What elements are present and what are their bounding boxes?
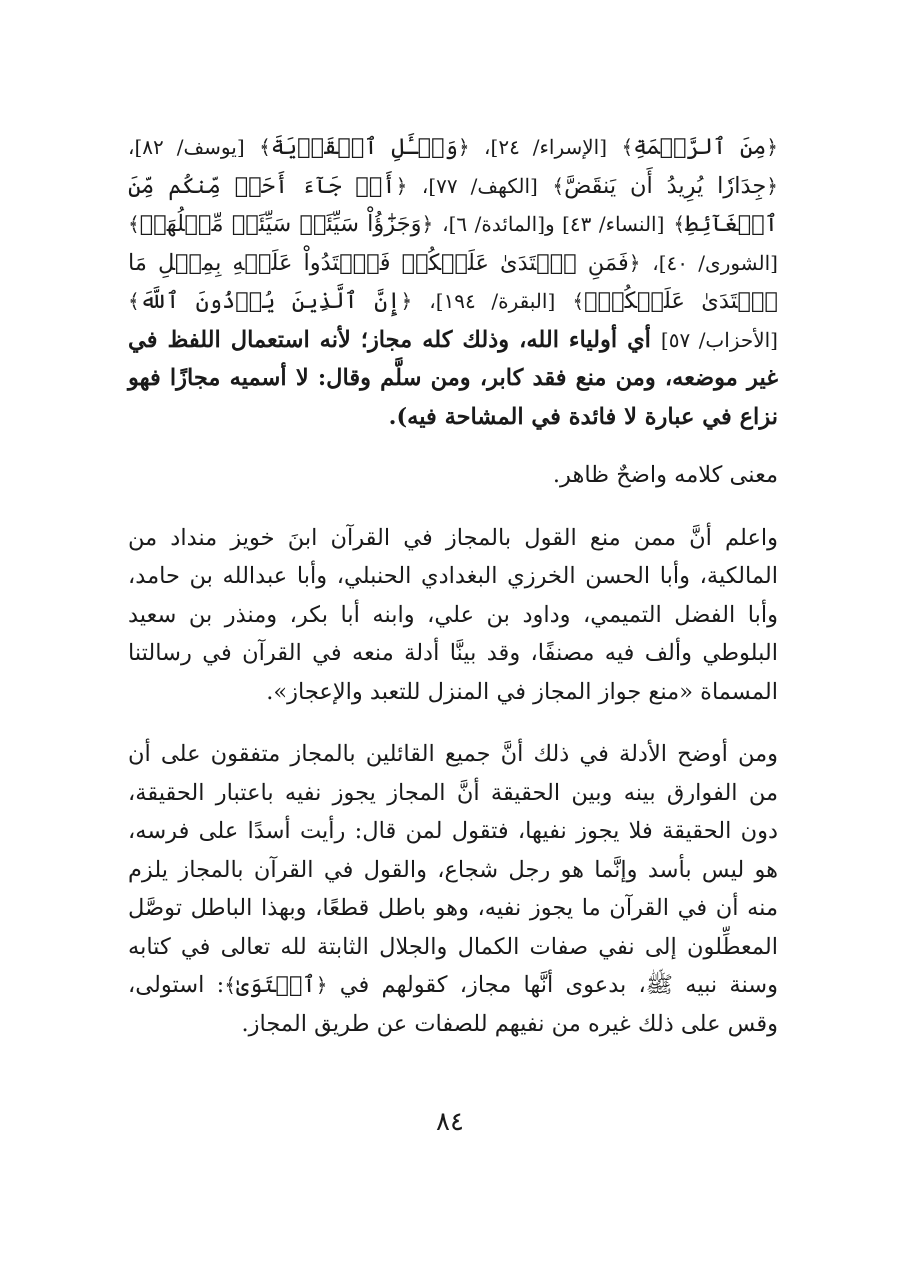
separator-comma: ، bbox=[421, 173, 429, 198]
quran-open-bracket: ﴿ bbox=[421, 212, 434, 236]
separator-comma: ، bbox=[484, 135, 491, 159]
quote-block bbox=[128, 128, 778, 436]
separator-comma: ، bbox=[652, 250, 659, 275]
separator-comma: ، bbox=[442, 212, 449, 236]
page-body bbox=[128, 128, 778, 1043]
quran-open-bracket: ﴿ bbox=[400, 289, 413, 313]
quran-verse: فَمَنِ ٱعۡتَدَىٰ عَلَيۡكُمۡ فَٱعۡتَدُواْ عَلَيۡهِ بِمِثۡلِ مَا ٱعۡتَدَىٰ عَلَيۡكُمۡۚ bbox=[128, 249, 778, 314]
quran-close-bracket: ﴾ bbox=[621, 135, 634, 159]
paragraph-evidence bbox=[128, 735, 778, 1043]
quran-open-bracket: ﴿ bbox=[628, 250, 641, 275]
paragraph-commentary: معنى كلامه واضحٌ ظاهر. bbox=[552, 462, 778, 488]
quran-verse: جِدَارٗا يُرِيدُ أَن يَنقَضَّ bbox=[564, 172, 767, 199]
verse-reference: [النساء/ ٤٣] و[المائدة/ ٦] bbox=[448, 212, 665, 236]
quote-conclusion-text: أي أولياء الله، وذلك كله مجاز؛ لأنه استعمال اللفظ في غير موضعه، ومن منع فقد كابر، ومن سلَّم وقال: لا أسميه مجازًا فهو نزاع في عبارة لا فائدة في المشاحة فيه). bbox=[128, 326, 778, 430]
quran-close-bracket: ﴾ bbox=[128, 289, 140, 313]
verse-reference: [الكهف/ ٧٧] bbox=[428, 173, 538, 198]
paragraph-evidence-text-after: : استولى، وقس على ذلك غيره من نفيهم للصفات عن طريق المجاز. bbox=[128, 972, 778, 1037]
verse-reference: [يوسف/ ٨٢] bbox=[134, 135, 245, 159]
separator-comma: ، bbox=[128, 135, 135, 159]
quran-close-bracket: ﴾ bbox=[259, 135, 271, 159]
quran-verse-istawa: ٱسۡتَوَىٰ bbox=[235, 972, 316, 998]
quran-verse: وَسۡـَٔلِ ٱلۡقَرۡيَةَ bbox=[270, 134, 458, 160]
quran-close-bracket: ﴾ bbox=[128, 212, 140, 236]
quran-close-bracket: ﴾ bbox=[673, 212, 686, 236]
quran-verse: وَجَزَٰٓؤُاْ سَيِّئَةٖ سَيِّئَةٞ مِّثۡلُهَاۖ bbox=[139, 211, 422, 237]
separator-comma: ، bbox=[429, 289, 436, 313]
verse-reference: [الشورى/ ٤٠] bbox=[658, 250, 778, 275]
quran-close-bracket: ﴾ bbox=[572, 289, 585, 313]
quran-open-bracket: ﴿ bbox=[766, 135, 778, 159]
paragraph-scholars: واعلم أنَّ ممن منع القول بالمجاز في القرآن ابنَ خويز منداد من المالكية، وأبا الحسن الخرزي البغدادي الحنبلي، وأبا عبدالله بن حامد، وأبا الفضل التميمي، وداود بن علي، وابنه أبا بكر، ومنذر بن سعيد البلوطي وألف فيه مصنفًا، وقد بينَّا أدلة منعه في القرآن في رسالتنا المسماة «منع جواز المجاز في المنزل للتعبد والإعجاز». bbox=[128, 524, 778, 705]
quran-verse: إِنَّ ٱلَّذِينَ يُؤۡذُونَ ٱللَّهَ bbox=[139, 288, 401, 314]
verse-reference: [البقرة/ ١٩٤] bbox=[435, 289, 556, 313]
verse-reference: [الأحزاب/ ٥٧] bbox=[660, 327, 778, 352]
quran-close-bracket: ﴾ bbox=[224, 973, 236, 997]
verse-reference: [الإسراء/ ٢٤] bbox=[490, 135, 608, 159]
paragraph-evidence-text-before: ومن أوضح الأدلة في ذلك أنَّ جميع القائلين بالمجاز متفقون على أن من الفوارق بينه وبين الحقيقة أنَّ المجاز يجوز نفيه باعتبار الحقيقة، دون الحقيقة فلا يجوز نفيها، فتقول لمن قال: رأيت أسدًا على فرسه، هو ليس بأسد وإنَّما هو رجل شجاع، والقول في القرآن بالمجاز يلزم منه أن في القرآن ما يجوز نفيه، وهو باطل قطعًا، وبهذا الباطل توصَّل المعطِّلون إلى نفي صفات الكمال والجلال الثابتة لله تعالى في كتابه وسنة نبيه ﷺ، بدعوى أنَّها مجاز، كقولهم في bbox=[128, 741, 778, 998]
quran-verse: أَوۡ جَآءَ أَحَدٞ مِّنكُم مِّنَ ٱلۡغَآئِطِ bbox=[128, 172, 778, 237]
quran-open-bracket: ﴿ bbox=[766, 173, 778, 198]
quran-open-bracket: ﴿ bbox=[457, 135, 470, 159]
quran-close-bracket: ﴾ bbox=[552, 173, 565, 198]
quran-open-bracket: ﴿ bbox=[395, 173, 408, 198]
quran-verse: مِنَ ٱلرَّحۡمَةِ bbox=[633, 134, 767, 160]
page-number: ٨٤ bbox=[436, 1107, 464, 1137]
quran-open-bracket: ﴿ bbox=[315, 973, 328, 997]
